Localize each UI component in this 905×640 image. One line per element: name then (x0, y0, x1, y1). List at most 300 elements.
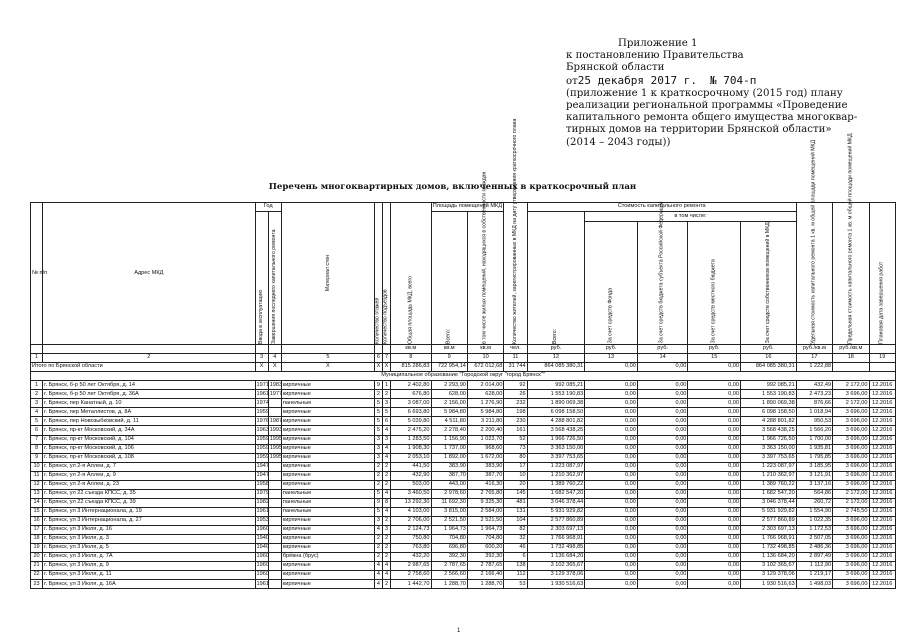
table-cell: 1960 (255, 553, 268, 562)
table-cell: 3 046 378,44 (527, 498, 585, 507)
table-cell: 0,00 (637, 516, 688, 525)
table-cell: 12.2016 (869, 471, 895, 480)
date-line (566, 75, 896, 88)
table-cell: 0,00 (688, 535, 741, 544)
table-cell: 3 696,00 (833, 553, 869, 562)
table-cell: 1 283,50 (391, 435, 431, 444)
table-cell: 1 553 190,83 (527, 390, 585, 399)
table-cell: 1960 (255, 562, 268, 571)
table-cell: 1 498,03 (796, 580, 832, 589)
table-cell: 131 (504, 507, 527, 516)
table-cell: 0,00 (637, 535, 688, 544)
table-cell: 0,00 (637, 480, 688, 489)
table-cell: 17 (504, 462, 527, 471)
total-cell (833, 363, 869, 372)
table-cell: 1 766 968,91 (527, 535, 585, 544)
table-cell: 2 (31, 390, 43, 399)
col-plan-date-header: Плановая дата завершения работ (869, 203, 895, 345)
table-cell: кирпичные (281, 444, 374, 453)
total-cell (869, 363, 895, 372)
table-cell: кирпичные (281, 516, 374, 525)
table-cell: 3 696,00 (833, 544, 869, 553)
date-prefix: от (566, 75, 578, 87)
total-label: Итого по Брянской области (31, 363, 256, 372)
table-cell: 600,20 (467, 544, 503, 553)
table-cell: 2 706,00 (391, 516, 431, 525)
table-cell: 4 (382, 507, 390, 516)
column-number: 7 (382, 354, 390, 363)
table-cell: 0,00 (585, 417, 638, 426)
table-cell: 3 (382, 399, 390, 408)
table-cell: 2 (382, 471, 390, 480)
table-cell: 9 (374, 498, 382, 507)
table-cell: 2 (374, 390, 382, 399)
table-cell: 2 053,10 (391, 453, 431, 462)
table-cell: 10 (504, 471, 527, 480)
table-cell: 3 102 365,67 (527, 562, 585, 571)
table-cell: 52 (504, 435, 527, 444)
table-cell: 13 292,30 (391, 498, 431, 507)
table-row (31, 381, 896, 390)
address-cell: г. Брянск, ул 3 Интернационала, д. 27 (43, 516, 255, 525)
table-cell: 0,00 (688, 580, 741, 589)
table-cell: 0,00 (585, 435, 638, 444)
address-cell: г. Брянск, ул 22 съезда КПСС, д. 39 (43, 498, 255, 507)
table-cell (268, 399, 281, 408)
table-row (31, 562, 896, 571)
table-cell: 2 897,49 (796, 553, 832, 562)
table-cell: 145 (504, 489, 527, 498)
table-cell: 1 682 547,20 (741, 489, 797, 498)
doc-number: № 704-п (709, 73, 757, 87)
column-number: 19 (869, 354, 895, 363)
table-row (31, 408, 896, 417)
table-cell: 1959 (255, 444, 268, 453)
table-cell: 0,00 (585, 562, 638, 571)
address-cell: г. Брянск, пер Новозыбковский, д. 11 (43, 417, 255, 426)
table-cell: 0,00 (688, 390, 741, 399)
table-cell: 704,80 (467, 535, 503, 544)
table-cell (268, 471, 281, 480)
table-cell: 2 (382, 390, 390, 399)
column-number: 6 (374, 354, 382, 363)
table-cell (268, 516, 281, 525)
table-cell: 4 (374, 525, 382, 534)
table-cell: 1 018,94 (796, 408, 832, 417)
table-cell: 0,00 (688, 471, 741, 480)
date-value: 25 декабря 2017 г. (577, 73, 697, 87)
address-cell: г. Брянск, пер Канатный, д. 10 (43, 399, 255, 408)
table-cell: 6 (31, 426, 43, 435)
table-cell: 1 966 726,50 (741, 435, 797, 444)
table-cell: 3 696,00 (833, 580, 869, 589)
table-cell: кирпичные (281, 544, 374, 553)
col-cost-total-header: Всего: (527, 212, 585, 345)
column-number: 2 (43, 354, 255, 363)
table-cell: 1959 (255, 435, 268, 444)
table-cell: 0,00 (637, 498, 688, 507)
table-cell: 4 288 801,82 (527, 417, 585, 426)
document-header (566, 38, 896, 149)
column-number: 3 (255, 354, 268, 363)
table-cell: 4 288 801,82 (741, 417, 797, 426)
table-cell: 1 136 684,20 (527, 553, 585, 562)
table-cell: 3 (382, 435, 390, 444)
table-cell: 1 389 760,22 (527, 480, 585, 489)
table-cell: 0,00 (688, 399, 741, 408)
address-cell: г. Брянск, ул 2-я Аллеи, д. 23 (43, 480, 255, 489)
table-cell: 4 (382, 426, 390, 435)
col-cost-header: Стоимость капитального ремонта (527, 203, 796, 212)
table-cell: 2 293,90 (431, 381, 467, 390)
table-cell: 0,00 (637, 426, 688, 435)
table-cell: 1 (31, 381, 43, 390)
col-fund-header: За счет средств Фонда (585, 221, 638, 344)
address-cell: г. Брянск, пр-кт Московский, д. 104 (43, 435, 255, 444)
table-cell: 2 166,40 (467, 571, 503, 580)
table-cell (268, 507, 281, 516)
table-cell: 2 200,40 (467, 426, 503, 435)
column-numbers-row (31, 354, 896, 363)
col-unit-cost-header: Удельная стоимость капитального ремонта 1 кв. м общей площади помещений МКД (796, 203, 832, 345)
table-cell (268, 462, 281, 471)
table-cell (268, 480, 281, 489)
table-cell: 1 732 498,85 (741, 544, 797, 553)
table-cell (268, 580, 281, 589)
table-cell: 82 (504, 525, 527, 534)
unit-cell: кв.м (467, 345, 503, 354)
table-cell: 1 766 968,91 (741, 535, 797, 544)
table-cell: 4 (374, 571, 382, 580)
table-cell: брёвна (брус) (281, 553, 374, 562)
table-row (31, 453, 896, 462)
table-cell: 3 087,00 (391, 399, 431, 408)
table-cell: 1 389 760,22 (741, 480, 797, 489)
table-cell: 416,30 (467, 480, 503, 489)
unit-cell: руб. (527, 345, 585, 354)
table-cell: 11 (31, 471, 43, 480)
table-cell (268, 498, 281, 507)
column-number: 15 (688, 354, 741, 363)
table-cell: 0,00 (585, 516, 638, 525)
column-number: 10 (467, 354, 503, 363)
table-cell: 0,00 (585, 553, 638, 562)
header-line: (приложение 1 к краткосрочному (2015 год) плану (566, 87, 843, 99)
table-cell: 0,00 (585, 471, 638, 480)
table-cell: 1 442,70 (391, 580, 431, 589)
col-max-cost-header: Предельная стоимость капитального ремонта 1 кв. м общей площади помещений МКД (833, 203, 869, 345)
table-cell: 387,70 (431, 471, 467, 480)
col-total-area-header: Общая площадь МКД, всего (391, 203, 431, 345)
table-cell: 12.2016 (869, 417, 895, 426)
table-cell: 0,00 (585, 462, 638, 471)
table-cell: 53 (504, 580, 527, 589)
table-cell: 232 (504, 399, 527, 408)
municipality-row (31, 372, 896, 381)
table-cell: 0,00 (637, 580, 688, 589)
table-cell: 1 223 087,97 (527, 462, 585, 471)
table-cell (268, 535, 281, 544)
col-last-repair-header: Завершения последнего капитального ремонта (268, 212, 281, 345)
table-cell: 19 (31, 544, 43, 553)
table-cell: 1 156,90 (431, 435, 467, 444)
table-cell: 3 815,00 (431, 507, 467, 516)
table-cell: 1977 (268, 390, 281, 399)
table-cell: 5 (374, 507, 382, 516)
table-cell: 676,80 (391, 390, 431, 399)
table-cell: 1959 (255, 453, 268, 462)
table-cell: 5 (31, 417, 43, 426)
column-number: 17 (796, 354, 832, 363)
total-cell: 864 085 380,31 (527, 363, 585, 372)
address-cell: г. Брянск, ул 3 Июля, д. 11 (43, 571, 255, 580)
table-cell: 387,70 (467, 471, 503, 480)
table-cell: 1 554,90 (796, 507, 832, 516)
table-row (31, 571, 896, 580)
total-cell: X (268, 363, 281, 372)
table-cell: 1958 (255, 480, 268, 489)
table-cell: 1 022,35 (796, 516, 832, 525)
table-cell: 0,00 (688, 480, 741, 489)
table-cell: 1995 (268, 435, 281, 444)
table-cell: 104 (504, 516, 527, 525)
table-cell: 1979 (255, 489, 268, 498)
table-row (31, 417, 896, 426)
col-year-header: Год (255, 203, 281, 212)
column-number: 9 (431, 354, 467, 363)
table-cell: 9 (374, 381, 382, 390)
table-row (31, 426, 896, 435)
table-cell: 1983 (268, 381, 281, 390)
table-cell: 4 103,00 (391, 507, 431, 516)
table-cell: 3 185,95 (796, 462, 832, 471)
table-cell: 1960 (255, 571, 268, 580)
table-cell: 0,00 (688, 462, 741, 471)
table-cell: 3 696,00 (833, 571, 869, 580)
table-cell: 3 696,00 (833, 390, 869, 399)
table-cell: 1960 (255, 525, 268, 534)
table-cell: 12.2016 (869, 562, 895, 571)
table-cell: 0,00 (637, 489, 688, 498)
address-cell: г. Брянск, ул 2-я Аллеи, д. 7 (43, 462, 255, 471)
table-cell: 20 (504, 480, 527, 489)
table-cell: 13 (31, 489, 43, 498)
table-cell: 1 288,70 (431, 580, 467, 589)
col-num-header: № п/п (31, 203, 43, 345)
total-cell: 0,00 (637, 363, 688, 372)
table-cell: 383,90 (431, 462, 467, 471)
table-cell: 2 (374, 553, 382, 562)
table-cell: 1940 (255, 535, 268, 544)
table-cell: 2 172,00 (833, 498, 869, 507)
address-cell: г. Брянск, пр-кт Московский, д. 108 (43, 453, 255, 462)
table-cell: 0,00 (585, 426, 638, 435)
table-cell: кирпичные (281, 462, 374, 471)
table-cell: 260,72 (796, 498, 832, 507)
units-row (31, 345, 896, 354)
table-cell (268, 544, 281, 553)
table-cell: 1993 (268, 426, 281, 435)
table-cell: 3 460,50 (391, 489, 431, 498)
table-row (31, 471, 896, 480)
table-cell: 4 (382, 571, 390, 580)
region-name: Брянской области (566, 62, 665, 74)
table-cell: 383,90 (467, 462, 503, 471)
col-regional-header: За счет средств бюджета субъекта Российской Федерации (637, 221, 688, 344)
table-cell: 2 577 860,89 (527, 516, 585, 525)
table-cell: 1953 (255, 516, 268, 525)
table-cell: кирпичные (281, 480, 374, 489)
table-cell: 3 568 438,25 (527, 426, 585, 435)
table-cell: 2 584,00 (467, 507, 503, 516)
table-cell: 0,00 (688, 544, 741, 553)
table-cell: 443,00 (431, 480, 467, 489)
table-cell: 0,00 (585, 544, 638, 553)
table-cell: 3 (374, 516, 382, 525)
col-commission-year-header: Ввода в эксплуатацию (255, 212, 268, 345)
total-cell: 815 286,83 (391, 363, 431, 372)
table-cell: 1 672,00 (467, 453, 503, 462)
table-cell: 1 682 547,20 (527, 489, 585, 498)
table-cell: 3 696,00 (833, 516, 869, 525)
table-cell: 17 (31, 525, 43, 534)
table-cell: 3 102 365,67 (741, 562, 797, 571)
column-number: 1 (31, 354, 43, 363)
table-cell: 3 397 753,65 (527, 453, 585, 462)
table-cell: 0,00 (688, 435, 741, 444)
table-cell: 628,00 (431, 390, 467, 399)
table-cell: 15 (31, 507, 43, 516)
table-cell: 0,00 (585, 525, 638, 534)
table-cell: 432,90 (391, 471, 431, 480)
unit-cell: руб./кв.м (833, 345, 869, 354)
table-cell: 5 039,80 (391, 417, 431, 426)
table-cell: 6 (504, 553, 527, 562)
table-cell: 8 (31, 444, 43, 453)
table-cell: 1 210 362,97 (741, 471, 797, 480)
total-cell: X (374, 363, 382, 372)
table-cell: 1 892,00 (431, 453, 467, 462)
table-cell: 441,50 (391, 462, 431, 471)
table-cell: 0,00 (585, 535, 638, 544)
address-cell: г. Брянск, ул 3 Июля, д. 16 (43, 525, 255, 534)
document-title: Перечень многоквартирных домов, включенных в краткосрочный план (268, 182, 637, 192)
table-cell: 1 553 190,83 (741, 390, 797, 399)
table-cell: 0,00 (637, 525, 688, 534)
table-cell: 12.2016 (869, 408, 895, 417)
table-cell: 6 693,80 (391, 408, 431, 417)
unit-cell: руб. (688, 345, 741, 354)
table-cell: 0,00 (585, 507, 638, 516)
table-cell: 2 172,00 (833, 381, 869, 390)
table-cell (268, 571, 281, 580)
table-cell: 32 (504, 535, 527, 544)
table-cell: 0,00 (585, 390, 638, 399)
table-cell: 0,00 (585, 580, 638, 589)
column-number: 18 (833, 354, 869, 363)
table-cell: 2 (382, 553, 390, 562)
table-cell: 0,00 (637, 471, 688, 480)
table-cell: 2 787,65 (467, 562, 503, 571)
table-cell (268, 553, 281, 562)
table-cell: 1976 (255, 417, 268, 426)
table-cell: 0,00 (585, 444, 638, 453)
table-cell: 1 930 516,63 (527, 580, 585, 589)
table-cell: 3 137,16 (796, 480, 832, 489)
table-cell: 0,00 (585, 381, 638, 390)
table-cell: 2 521,50 (431, 516, 467, 525)
table-cell: 0,00 (637, 453, 688, 462)
table-cell: 198 (504, 408, 527, 417)
table-cell: 0,00 (688, 525, 741, 534)
table-cell: 481 (504, 498, 527, 507)
address-cell: г. Брянск, б-р 50 лет Октября, д. 14 (43, 381, 255, 390)
table-cell: 5 (374, 408, 382, 417)
table-cell: 3 696,00 (833, 417, 869, 426)
table-cell: 992 085,21 (741, 381, 797, 390)
table-cell: 3 121,91 (796, 471, 832, 480)
unit-cell: кв.м (391, 345, 431, 354)
table-cell: кирпичные (281, 390, 374, 399)
unit-cell: кв.м (431, 345, 467, 354)
table-cell: 968,60 (467, 444, 503, 453)
table-cell: 6 098 158,50 (527, 408, 585, 417)
table-cell: 12.2016 (869, 462, 895, 471)
table-cell: кирпичные (281, 525, 374, 534)
table-cell: кирпичные (281, 426, 374, 435)
table-cell: 12.2016 (869, 453, 895, 462)
table-row (31, 535, 896, 544)
table-row (31, 507, 896, 516)
col-owners-header: За счет средств собственников помещений в МКД (741, 221, 797, 344)
table-cell: 0,00 (637, 571, 688, 580)
table-cell: кирпичные (281, 562, 374, 571)
table-cell: 0,00 (585, 498, 638, 507)
table-cell: панельные (281, 489, 374, 498)
table-cell: 12.2016 (869, 426, 895, 435)
table-cell: 1 966 726,50 (527, 435, 585, 444)
table-cell: 0,00 (688, 444, 741, 453)
table-cell: 3 363 150,00 (741, 444, 797, 453)
table-cell: 2 278,40 (431, 426, 467, 435)
table-cell: 0,00 (637, 390, 688, 399)
table-cell: 2 303 697,13 (527, 525, 585, 534)
table-cell: 0,00 (637, 444, 688, 453)
table-cell: 1 (382, 381, 390, 390)
table-cell: 14 (31, 498, 43, 507)
table-cell: 4 (382, 489, 390, 498)
table-cell: 0,00 (637, 544, 688, 553)
table-row (31, 462, 896, 471)
table-cell: 3 (382, 525, 390, 534)
table-cell: 0,00 (585, 453, 638, 462)
table-cell: 628,00 (467, 390, 503, 399)
table-cell: 1 700,00 (796, 435, 832, 444)
table-cell (268, 489, 281, 498)
col-premises-area-header: Площадь помещений МКД (431, 203, 504, 212)
table-cell: 112 (504, 571, 527, 580)
table-cell: 1 890 069,38 (741, 399, 797, 408)
table-cell: 0,00 (688, 453, 741, 462)
table-cell: 0,00 (585, 408, 638, 417)
table-cell: 1971 (255, 381, 268, 390)
table-row (31, 580, 896, 589)
table-cell: 2 402,80 (391, 381, 431, 390)
table-cell: 0,00 (585, 480, 638, 489)
col-area-total-header: Всего: (431, 212, 467, 345)
table-cell: 3 696,00 (833, 471, 869, 480)
table-cell: 2 787,65 (431, 562, 467, 571)
